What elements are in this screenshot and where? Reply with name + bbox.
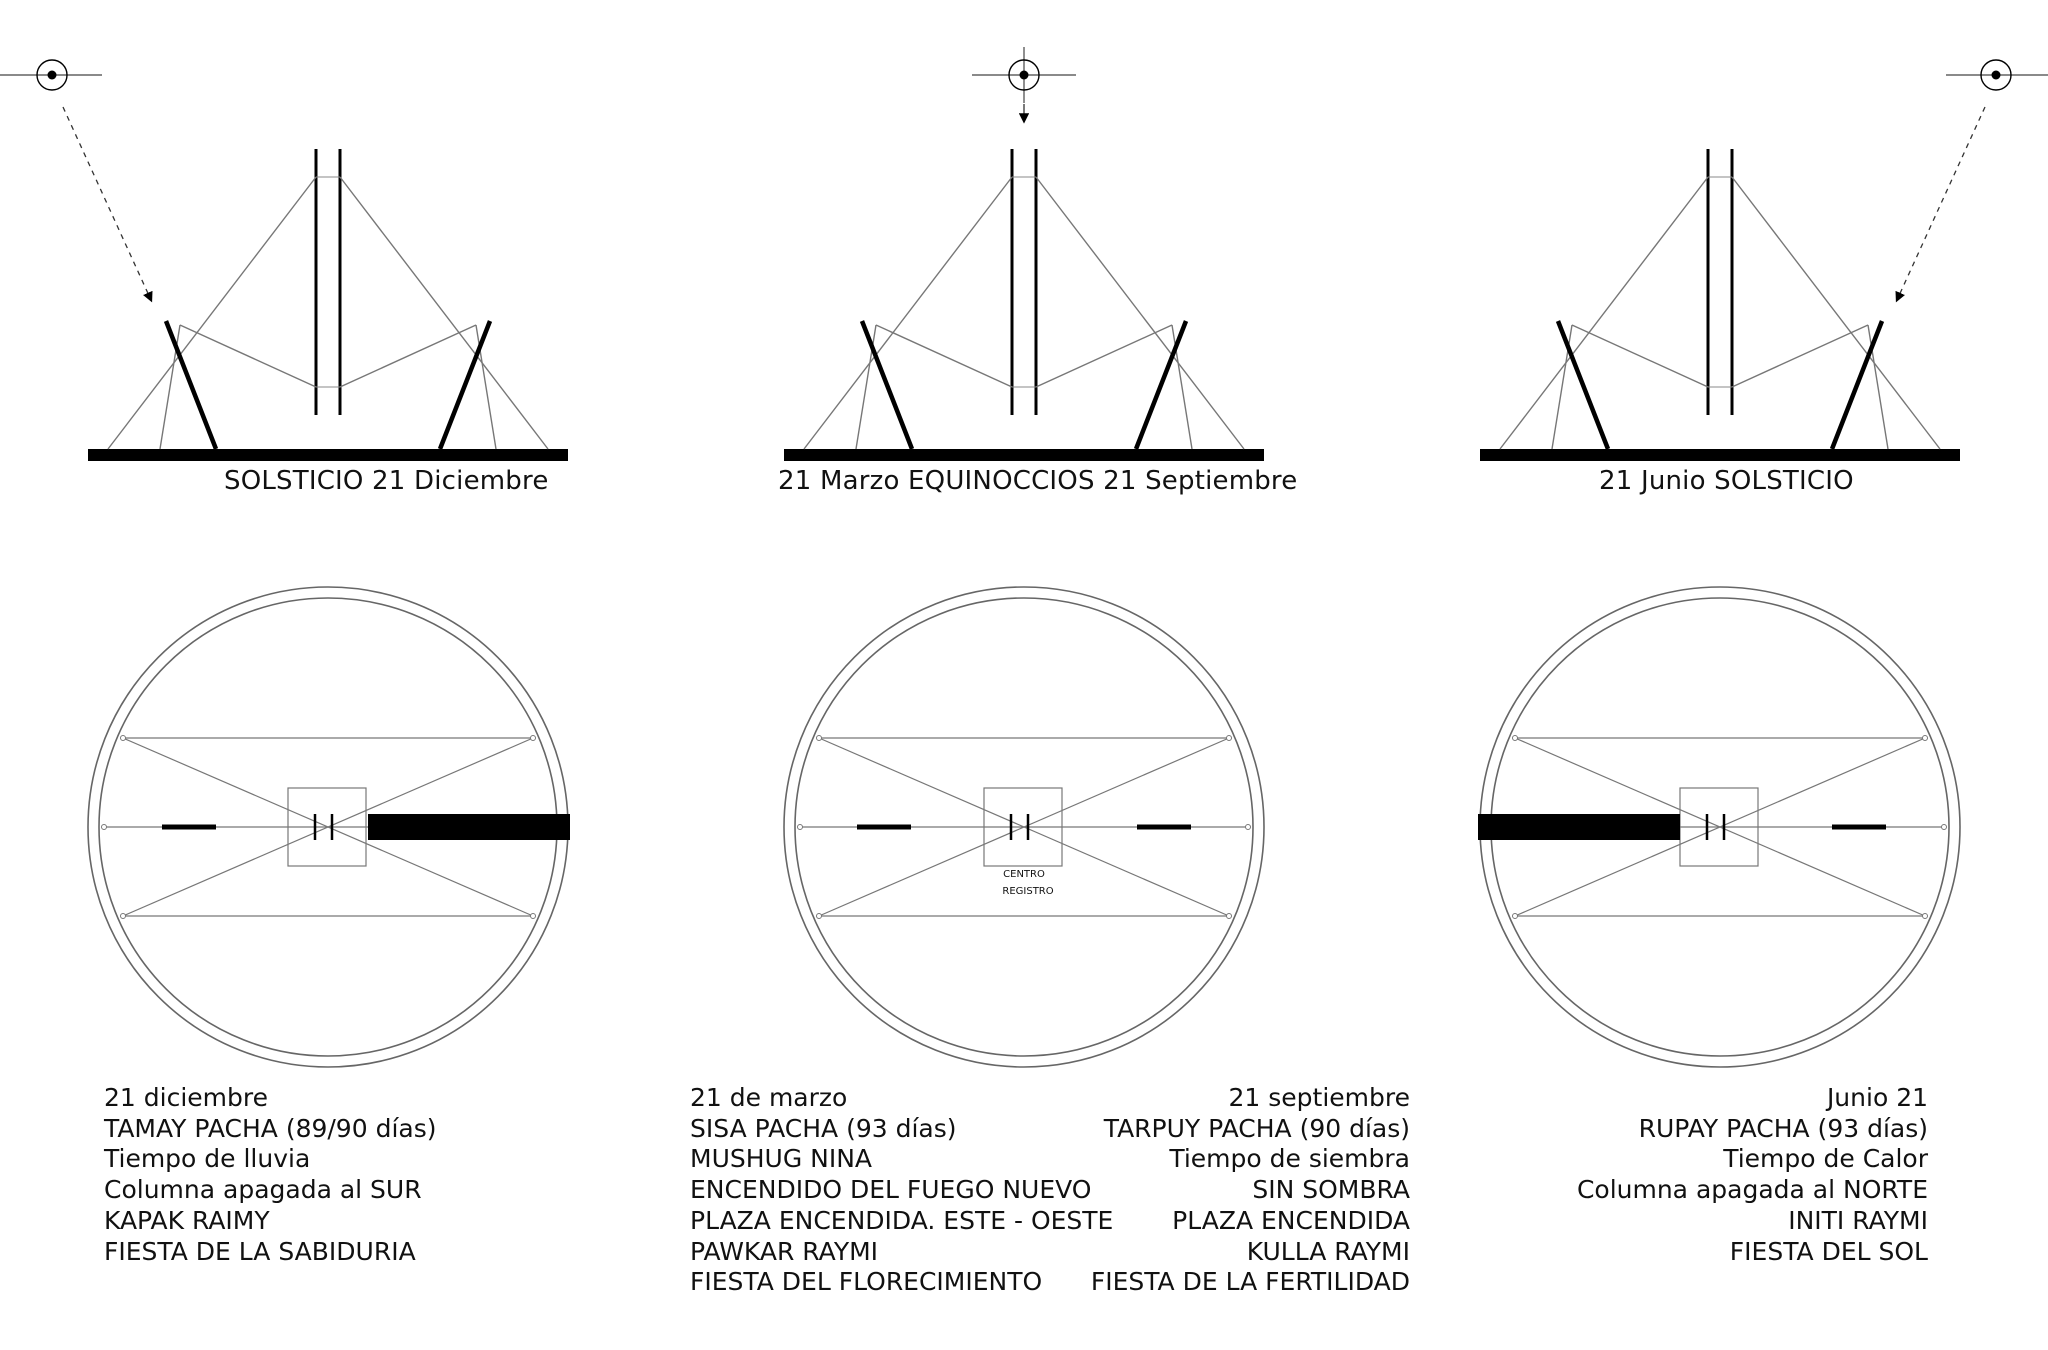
season-line: 21 de marzo xyxy=(690,1083,848,1112)
season-line: Tiempo de siembra xyxy=(1169,1144,1410,1174)
caption-solstice-december: SOLSTICIO 21 Diciembre xyxy=(224,466,549,496)
caption-solstice-june: 21 Junio SOLSTICIO xyxy=(1599,466,1854,496)
season-line: TAMAY PACHA (89/90 días) xyxy=(104,1113,437,1143)
season-line: SIN SOMBRA xyxy=(1252,1175,1410,1205)
season-line: Columna apagada al SUR xyxy=(104,1175,422,1205)
center-label-line1: CENTRO xyxy=(1003,869,1045,880)
season-line: FIESTA DEL SOL xyxy=(1729,1236,1928,1266)
season-line: Tiempo de lluvia xyxy=(104,1144,311,1174)
center-label-line2: REGISTRO xyxy=(1002,886,1054,897)
season-line: Tiempo de Calor xyxy=(1723,1144,1928,1174)
sun-ray-arrow xyxy=(1897,107,1985,300)
elevation-equinox xyxy=(784,47,1264,461)
long-shadow-bar xyxy=(368,814,570,840)
season-line: INITI RAYMI xyxy=(1788,1205,1928,1235)
season-line: 21 diciembre xyxy=(104,1083,268,1112)
plan-june xyxy=(1478,587,1960,1067)
season-block-september xyxy=(1091,1083,1410,1298)
plan-equinox xyxy=(784,587,1264,1067)
season-line: PAWKAR RAYMI xyxy=(690,1236,879,1266)
season-line: FIESTA DE LA SABIDURIA xyxy=(104,1236,416,1266)
elevation-solstice-december xyxy=(0,60,568,461)
plan-december xyxy=(88,587,570,1067)
season-line: TARPUY PACHA (90 días) xyxy=(1103,1113,1410,1143)
season-line: ENCENDIDO DEL FUEGO NUEVO xyxy=(690,1175,1092,1205)
season-line: KAPAK RAIMY xyxy=(104,1205,270,1235)
sun-ray-arrow xyxy=(63,107,151,300)
season-line: FIESTA DEL FLORECIMIENTO xyxy=(690,1267,1043,1297)
caption-equinoxes: 21 Marzo EQUINOCCIOS 21 Septiembre xyxy=(778,466,1298,496)
season-line: FIESTA DE LA FERTILIDAD xyxy=(1090,1267,1410,1297)
season-line: PLAZA ENCENDIDA. ESTE - OESTE xyxy=(690,1205,1114,1235)
season-line: RUPAY PACHA (93 días) xyxy=(1638,1113,1928,1143)
season-line: MUSHUG NINA xyxy=(690,1144,873,1174)
season-line: PLAZA ENCENDIDA xyxy=(1172,1205,1410,1235)
season-block-june xyxy=(1577,1083,1928,1267)
season-block-march xyxy=(690,1083,1113,1298)
season-line: SISA PACHA (93 días) xyxy=(690,1113,957,1143)
season-block-december xyxy=(104,1083,436,1267)
elevation-solstice-june xyxy=(1480,60,2048,461)
season-line: Columna apagada al NORTE xyxy=(1576,1175,1928,1205)
long-shadow-bar xyxy=(1478,814,1680,840)
season-line: KULLA RAYMI xyxy=(1246,1236,1410,1266)
season-line: 21 septiembre xyxy=(1228,1083,1410,1112)
season-line: Junio 21 xyxy=(1826,1083,1928,1112)
